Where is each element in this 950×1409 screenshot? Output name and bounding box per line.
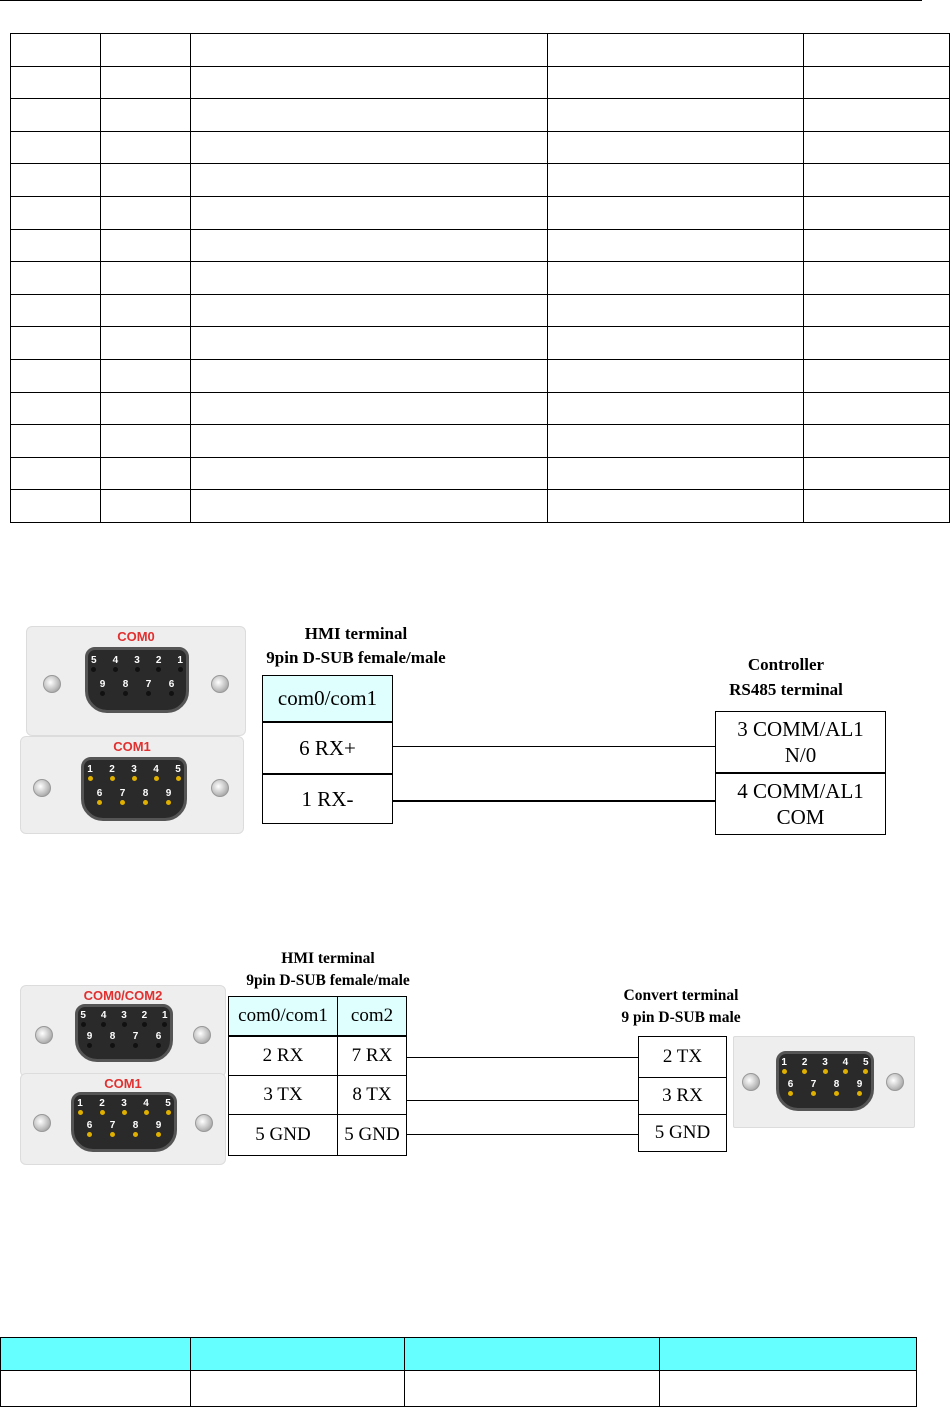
- empty-parameter-table: [10, 33, 950, 523]
- table-cell: [11, 425, 101, 458]
- pin-dot-icon: [122, 1022, 127, 1027]
- hmi-port-header: com0/com1: [228, 996, 338, 1036]
- controller-pin-cell: [715, 711, 886, 773]
- pin: 2: [799, 1058, 809, 1074]
- hmi-terminal-subtitle: 9pin D-SUB female/male: [266, 648, 446, 667]
- table-cell: [804, 425, 950, 458]
- convert-pin-cell: 5 GND: [638, 1114, 727, 1152]
- table-cell: [100, 229, 190, 262]
- table-cell: [100, 392, 190, 425]
- pin: 4: [150, 765, 162, 781]
- table-cell: [191, 1371, 405, 1407]
- pin-row: [74, 1121, 174, 1137]
- pin: 9: [83, 1032, 96, 1048]
- pin: 7: [106, 1121, 119, 1137]
- table-cell: [804, 294, 950, 327]
- table-cell: [405, 1371, 660, 1407]
- pin-dot-icon: [169, 691, 174, 696]
- pin-row: [78, 1011, 170, 1027]
- pin: 7: [129, 1032, 142, 1048]
- table-cell: [100, 457, 190, 490]
- pin-dot-icon: [113, 667, 118, 672]
- pin: 5: [78, 1011, 88, 1027]
- screw-icon: [33, 779, 51, 797]
- screw-icon: [195, 1114, 213, 1132]
- table-cell: [100, 262, 190, 295]
- pin: 3: [128, 765, 140, 781]
- table-cell: [100, 164, 190, 197]
- controller-title: Controller: [747, 655, 825, 674]
- table-cell: [100, 294, 190, 327]
- table-cell: [660, 1371, 917, 1407]
- screw-icon: [33, 1114, 51, 1132]
- pin-dot-icon: [132, 776, 137, 781]
- table-cell: [11, 262, 101, 295]
- wire-tx-rx: [407, 1100, 638, 1101]
- table-cell: [804, 66, 950, 99]
- pin: 1: [84, 765, 96, 781]
- pin-dot-icon: [101, 1022, 106, 1027]
- convert-terminal-subtitle: 9 pin D-SUB male: [621, 1009, 741, 1026]
- pin-dot-icon: [110, 1043, 115, 1048]
- wire-rx-minus: [393, 800, 715, 802]
- pin: 3: [119, 1011, 129, 1027]
- table-row: [11, 392, 950, 425]
- table-cell: [804, 99, 950, 132]
- pin-dot-icon: [782, 1069, 787, 1074]
- pin: 5: [162, 1099, 174, 1115]
- table-row: [11, 66, 950, 99]
- table-cell: [548, 425, 804, 458]
- table-cell: [11, 196, 101, 229]
- table-cell: [190, 66, 548, 99]
- table-row: [11, 359, 950, 392]
- table-cell: [804, 457, 950, 490]
- table-cell: [548, 490, 804, 523]
- convert-connector-image: [733, 1036, 915, 1128]
- pin: 1: [160, 1011, 170, 1027]
- table-row: [1, 1371, 917, 1407]
- pin: 7: [142, 680, 155, 696]
- hmi-pin-cell: 2 RX: [228, 1036, 338, 1076]
- pin-dot-icon: [863, 1069, 868, 1074]
- table-cell: [548, 327, 804, 360]
- convert-terminal-title: Convert terminal: [623, 987, 739, 1004]
- header-cell: [191, 1338, 405, 1371]
- table-row: [11, 196, 950, 229]
- screw-icon: [742, 1073, 760, 1091]
- pin-dot-icon: [178, 667, 183, 672]
- pin: 4: [140, 1099, 152, 1115]
- pin-row: [88, 680, 186, 696]
- pin: 1: [174, 656, 186, 672]
- table-cell: [11, 99, 101, 132]
- pin: 8: [129, 1121, 142, 1137]
- pin: 9: [853, 1080, 866, 1096]
- table-cell: [804, 229, 950, 262]
- pin: 6: [83, 1121, 96, 1137]
- com0-connector-image: [26, 626, 246, 736]
- table-cell: [548, 262, 804, 295]
- table-cell: [100, 425, 190, 458]
- table-cell: [190, 99, 548, 132]
- table-cell: [190, 196, 548, 229]
- hmi-pin-cell: 5 GND: [337, 1114, 407, 1156]
- controller-pin-cell: [715, 773, 886, 835]
- table-cell: [548, 359, 804, 392]
- pin-row: [84, 789, 184, 805]
- table-cell: [804, 196, 950, 229]
- pin-dot-icon: [156, 1043, 161, 1048]
- table-cell: [548, 457, 804, 490]
- table-cell: [190, 457, 548, 490]
- pin: 6: [93, 789, 106, 805]
- pin-dot-icon: [120, 800, 125, 805]
- pin: 8: [830, 1080, 843, 1096]
- pin: 8: [106, 1032, 119, 1048]
- table-cell: [100, 327, 190, 360]
- pin-dot-icon: [811, 1091, 816, 1096]
- screw-icon: [886, 1073, 904, 1091]
- pin-dot-icon: [857, 1091, 862, 1096]
- pin: 9: [152, 1121, 165, 1137]
- pin-row: [78, 1032, 170, 1048]
- table-row: [11, 164, 950, 197]
- table-cell: [190, 229, 548, 262]
- pin-dot-icon: [122, 1110, 127, 1115]
- table-cell: [11, 490, 101, 523]
- convert-pin-cell: 2 TX: [638, 1036, 727, 1078]
- pin-dot-icon: [78, 1110, 83, 1115]
- table-cell: [190, 392, 548, 425]
- controller-pin-line: COM: [776, 805, 825, 829]
- pin-row: [74, 1099, 174, 1115]
- pin-dot-icon: [133, 1132, 138, 1137]
- pin-dot-icon: [162, 1022, 167, 1027]
- pin: 6: [784, 1080, 797, 1096]
- table-cell: [190, 425, 548, 458]
- hmi-pin-cell: 1 RX-: [262, 774, 393, 824]
- pin-row: [84, 765, 184, 781]
- pin: 1: [74, 1099, 86, 1115]
- table-cell: [190, 359, 548, 392]
- pin-row: [779, 1080, 871, 1096]
- controller-pin-line: 3 COMM/AL1: [737, 717, 864, 741]
- controller-pin-line: 4 COMM/AL1: [737, 779, 864, 803]
- table-cell: [11, 359, 101, 392]
- controller-subtitle: RS485 terminal: [729, 680, 843, 699]
- pin-dot-icon: [81, 1022, 86, 1027]
- table-row: [11, 425, 950, 458]
- table-cell: [11, 294, 101, 327]
- pin: 2: [106, 765, 118, 781]
- table-cell: [804, 164, 950, 197]
- wire-rx-tx: [407, 1057, 638, 1058]
- hmi-pin-cell: 6 RX+: [262, 722, 393, 774]
- pin-dot-icon: [87, 1043, 92, 1048]
- hmi-pin-cell: 3 TX: [228, 1075, 338, 1115]
- screw-icon: [43, 675, 61, 693]
- pin-row: [88, 656, 186, 672]
- table-cell: [100, 99, 190, 132]
- pin-dot-icon: [100, 1110, 105, 1115]
- pin: 3: [820, 1058, 830, 1074]
- header-cell: [660, 1338, 917, 1371]
- pin: 4: [110, 656, 122, 672]
- com1-connector-image: [20, 736, 244, 834]
- pin: 8: [139, 789, 152, 805]
- connector-label: COM1: [113, 739, 151, 754]
- hmi-terminal-title: HMI terminal: [304, 624, 408, 643]
- table-cell: [804, 34, 950, 67]
- hmi-terminal-title: HMI terminal: [281, 950, 375, 967]
- pin-dot-icon: [143, 800, 148, 805]
- table-cell: [548, 294, 804, 327]
- pin-dot-icon: [87, 1132, 92, 1137]
- controller-pin-line: N/0: [784, 743, 817, 767]
- pin-dot-icon: [166, 1110, 171, 1115]
- pin-dot-icon: [142, 1022, 147, 1027]
- table-cell: [190, 164, 548, 197]
- screw-icon: [211, 675, 229, 693]
- pin-dot-icon: [156, 1132, 161, 1137]
- table-cell: [11, 131, 101, 164]
- table-cell: [100, 34, 190, 67]
- table-cell: [548, 196, 804, 229]
- pin: 3: [118, 1099, 130, 1115]
- pin: 9: [96, 680, 109, 696]
- pin: 5: [88, 656, 100, 672]
- pin-dot-icon: [100, 691, 105, 696]
- table-cell: [190, 294, 548, 327]
- pin: 5: [861, 1058, 871, 1074]
- table-row: [11, 99, 950, 132]
- table-cell: [100, 196, 190, 229]
- pin-dot-icon: [156, 667, 161, 672]
- pin: 9: [162, 789, 175, 805]
- table-cell: [100, 490, 190, 523]
- table-row: [11, 262, 950, 295]
- table-cell: [190, 327, 548, 360]
- pin-dot-icon: [823, 1069, 828, 1074]
- table-cell: [11, 34, 101, 67]
- dsub-female-icon: [75, 1004, 173, 1062]
- wire-rx-plus: [393, 746, 715, 747]
- pin: 2: [96, 1099, 108, 1115]
- table-cell: [804, 359, 950, 392]
- table-row: [11, 229, 950, 262]
- table-row: [11, 490, 950, 523]
- dsub-male-icon: [71, 1092, 177, 1152]
- pin: 3: [131, 656, 143, 672]
- hmi-pin-cell: 5 GND: [228, 1114, 338, 1156]
- table-cell: [11, 229, 101, 262]
- pin: 8: [119, 680, 132, 696]
- com1-connector-image: [20, 1073, 226, 1165]
- pin-dot-icon: [110, 776, 115, 781]
- pin-dot-icon: [834, 1091, 839, 1096]
- table-cell: [804, 490, 950, 523]
- table-cell: [11, 66, 101, 99]
- pin-dot-icon: [802, 1069, 807, 1074]
- screw-icon: [211, 779, 229, 797]
- pin-dot-icon: [144, 1110, 149, 1115]
- table-cell: [1, 1371, 191, 1407]
- pin: 5: [172, 765, 184, 781]
- header-rule: [0, 0, 922, 1]
- pin-dot-icon: [176, 776, 181, 781]
- table-cell: [100, 359, 190, 392]
- table-cell: [804, 131, 950, 164]
- table-cell: [11, 327, 101, 360]
- screw-icon: [35, 1026, 53, 1044]
- table-cell: [100, 66, 190, 99]
- bottom-table: [0, 1337, 917, 1407]
- pin-dot-icon: [123, 691, 128, 696]
- table-cell: [190, 490, 548, 523]
- pin: 6: [165, 680, 178, 696]
- connector-label: COM1: [104, 1076, 142, 1091]
- screw-icon: [193, 1026, 211, 1044]
- dsub-male-icon: [81, 757, 187, 821]
- table-cell: [548, 66, 804, 99]
- dsub-male-icon: [776, 1051, 874, 1111]
- header-cell: [405, 1338, 660, 1371]
- table-row: [11, 457, 950, 490]
- table-cell: [804, 392, 950, 425]
- pin-dot-icon: [88, 776, 93, 781]
- table-row: [11, 131, 950, 164]
- pin-dot-icon: [843, 1069, 848, 1074]
- table-cell: [548, 131, 804, 164]
- pin: 4: [98, 1011, 108, 1027]
- pin-dot-icon: [91, 667, 96, 672]
- table-row: [11, 294, 950, 327]
- pin-dot-icon: [154, 776, 159, 781]
- table-cell: [804, 262, 950, 295]
- table-cell: [190, 34, 548, 67]
- pin: 2: [139, 1011, 149, 1027]
- table-cell: [100, 131, 190, 164]
- table-cell: [548, 99, 804, 132]
- table-cell: [190, 262, 548, 295]
- table-cell: [548, 164, 804, 197]
- pin: 7: [807, 1080, 820, 1096]
- pin-dot-icon: [110, 1132, 115, 1137]
- pin-dot-icon: [135, 667, 140, 672]
- table-cell: [11, 164, 101, 197]
- pin: 4: [840, 1058, 850, 1074]
- connector-label: COM0: [117, 629, 155, 644]
- pin-dot-icon: [166, 800, 171, 805]
- hmi-terminal-subtitle: 9pin D-SUB female/male: [246, 972, 410, 989]
- table-cell: [548, 392, 804, 425]
- dsub-female-icon: [85, 647, 189, 713]
- pin: 7: [116, 789, 129, 805]
- table-cell: [804, 327, 950, 360]
- pin-row: [779, 1058, 871, 1074]
- com0-com2-connector-image: [20, 985, 226, 1077]
- table-row: [11, 34, 950, 67]
- pin-dot-icon: [146, 691, 151, 696]
- table-header-row: [1, 1338, 917, 1371]
- pin-dot-icon: [788, 1091, 793, 1096]
- hmi-port-header: com0/com1: [262, 675, 393, 722]
- hmi-pin-cell: 7 RX: [337, 1036, 407, 1076]
- wire-gnd: [407, 1134, 638, 1135]
- pin: 2: [153, 656, 165, 672]
- table-row: [11, 327, 950, 360]
- connector-label: COM0/COM2: [83, 988, 163, 1003]
- hmi-pin-cell: 8 TX: [337, 1075, 407, 1115]
- hmi-port-header: com2: [337, 996, 407, 1036]
- header-cell: [1, 1338, 191, 1371]
- pin: 6: [152, 1032, 165, 1048]
- table-cell: [548, 229, 804, 262]
- table-cell: [11, 392, 101, 425]
- pin-dot-icon: [133, 1043, 138, 1048]
- pin-dot-icon: [97, 800, 102, 805]
- table-cell: [548, 34, 804, 67]
- pin: 1: [779, 1058, 789, 1074]
- table-cell: [190, 131, 548, 164]
- convert-pin-cell: 3 RX: [638, 1077, 727, 1115]
- table-cell: [11, 457, 101, 490]
